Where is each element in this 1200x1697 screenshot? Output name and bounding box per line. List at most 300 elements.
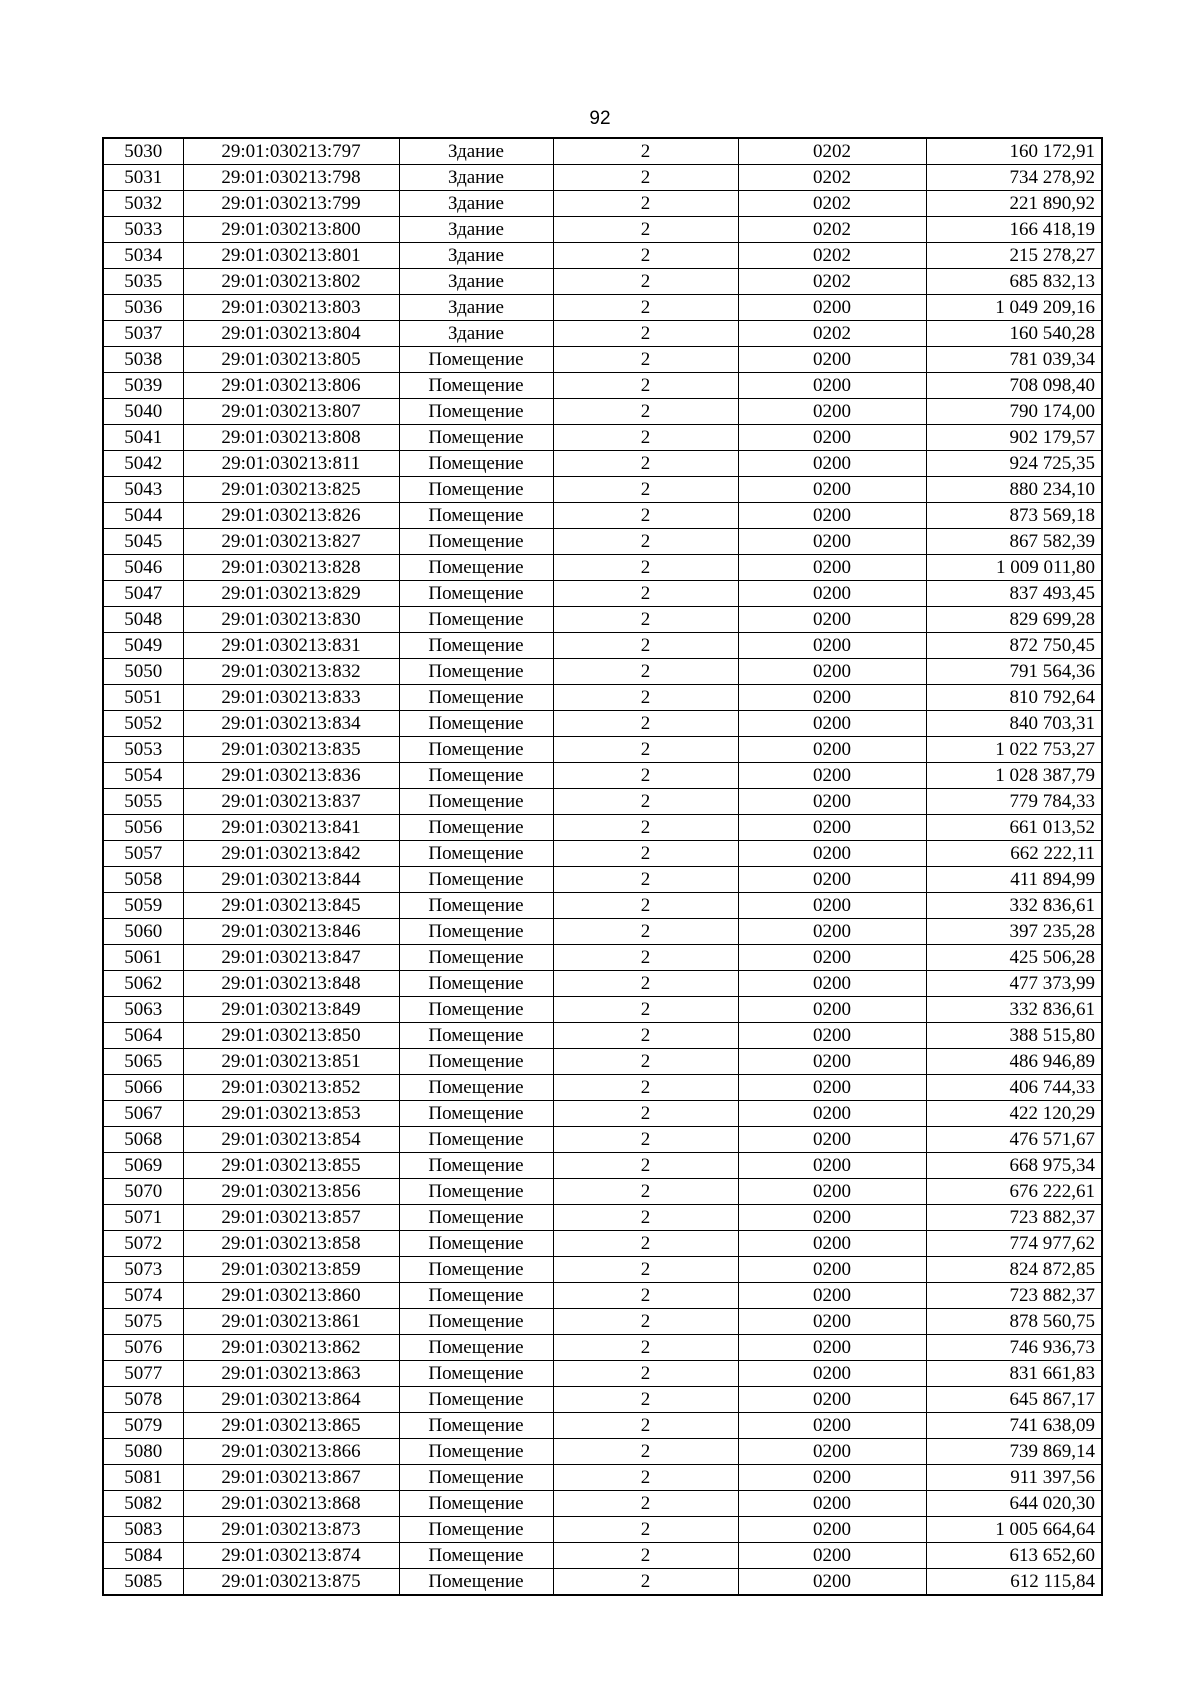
- table-row: [103, 1101, 1102, 1127]
- code-cell: 0202: [738, 243, 926, 269]
- cadastral-value-cell: 662 222,11: [926, 841, 1102, 867]
- object-type-cell: Помещение: [399, 373, 553, 399]
- group-number-cell: 2: [553, 945, 738, 971]
- cadastral-number-cell: 29:01:030213:845: [183, 893, 399, 919]
- cadastral-number-cell: 29:01:030213:865: [183, 1413, 399, 1439]
- object-type-cell: Помещение: [399, 971, 553, 997]
- row-number-cell: 5066: [103, 1075, 183, 1101]
- cadastral-value-cell: 425 506,28: [926, 945, 1102, 971]
- table-row: [103, 633, 1102, 659]
- object-type-cell: Помещение: [399, 1023, 553, 1049]
- cadastral-value-cell: 422 120,29: [926, 1101, 1102, 1127]
- table-row: [103, 373, 1102, 399]
- cadastral-number-cell: 29:01:030213:831: [183, 633, 399, 659]
- object-type-cell: Помещение: [399, 737, 553, 763]
- object-type-cell: Помещение: [399, 1543, 553, 1569]
- group-number-cell: 2: [553, 321, 738, 347]
- table-row: [103, 1439, 1102, 1465]
- code-cell: 0202: [738, 191, 926, 217]
- cadastral-number-cell: 29:01:030213:830: [183, 607, 399, 633]
- cadastral-number-cell: 29:01:030213:852: [183, 1075, 399, 1101]
- cadastral-number-cell: 29:01:030213:856: [183, 1179, 399, 1205]
- table-row: [103, 1413, 1102, 1439]
- code-cell: 0200: [738, 1335, 926, 1361]
- code-cell: 0200: [738, 867, 926, 893]
- object-type-cell: Помещение: [399, 451, 553, 477]
- object-type-cell: Помещение: [399, 1205, 553, 1231]
- cadastral-value-cell: 829 699,28: [926, 607, 1102, 633]
- cadastral-number-cell: 29:01:030213:841: [183, 815, 399, 841]
- object-type-cell: Помещение: [399, 659, 553, 685]
- table-row: [103, 1387, 1102, 1413]
- cadastral-value-cell: 739 869,14: [926, 1439, 1102, 1465]
- table-row: [103, 321, 1102, 347]
- table-row: [103, 711, 1102, 737]
- object-type-cell: Помещение: [399, 1075, 553, 1101]
- cadastral-value-cell: 734 278,92: [926, 165, 1102, 191]
- row-number-cell: 5042: [103, 451, 183, 477]
- group-number-cell: 2: [553, 1231, 738, 1257]
- row-number-cell: 5056: [103, 815, 183, 841]
- code-cell: 0200: [738, 1283, 926, 1309]
- group-number-cell: 2: [553, 503, 738, 529]
- row-number-cell: 5044: [103, 503, 183, 529]
- row-number-cell: 5047: [103, 581, 183, 607]
- code-cell: 0200: [738, 633, 926, 659]
- row-number-cell: 5059: [103, 893, 183, 919]
- group-number-cell: 2: [553, 1335, 738, 1361]
- group-number-cell: 2: [553, 919, 738, 945]
- table-row: [103, 841, 1102, 867]
- cadastral-value-cell: 872 750,45: [926, 633, 1102, 659]
- cadastral-value-cell: 867 582,39: [926, 529, 1102, 555]
- cadastral-number-cell: 29:01:030213:861: [183, 1309, 399, 1335]
- group-number-cell: 2: [553, 425, 738, 451]
- group-number-cell: 2: [553, 1257, 738, 1283]
- table-row: [103, 555, 1102, 581]
- group-number-cell: 2: [553, 815, 738, 841]
- group-number-cell: 2: [553, 1283, 738, 1309]
- code-cell: 0200: [738, 711, 926, 737]
- group-number-cell: 2: [553, 1517, 738, 1543]
- code-cell: 0200: [738, 1257, 926, 1283]
- code-cell: 0200: [738, 1543, 926, 1569]
- table-row: [103, 1023, 1102, 1049]
- row-number-cell: 5035: [103, 269, 183, 295]
- object-type-cell: Помещение: [399, 633, 553, 659]
- cadastral-number-cell: 29:01:030213:860: [183, 1283, 399, 1309]
- cadastral-number-cell: 29:01:030213:857: [183, 1205, 399, 1231]
- table-row: [103, 1569, 1102, 1596]
- group-number-cell: 2: [553, 711, 738, 737]
- object-type-cell: Помещение: [399, 555, 553, 581]
- cadastral-value-cell: 388 515,80: [926, 1023, 1102, 1049]
- row-number-cell: 5070: [103, 1179, 183, 1205]
- cadastral-number-cell: 29:01:030213:805: [183, 347, 399, 373]
- table-row: [103, 867, 1102, 893]
- table-row: [103, 1309, 1102, 1335]
- cadastral-value-cell: 781 039,34: [926, 347, 1102, 373]
- code-cell: 0200: [738, 997, 926, 1023]
- group-number-cell: 2: [553, 1465, 738, 1491]
- table-row: [103, 685, 1102, 711]
- group-number-cell: 2: [553, 1179, 738, 1205]
- row-number-cell: 5043: [103, 477, 183, 503]
- cadastral-number-cell: 29:01:030213:859: [183, 1257, 399, 1283]
- cadastral-value-cell: 221 890,92: [926, 191, 1102, 217]
- code-cell: 0202: [738, 269, 926, 295]
- group-number-cell: 2: [553, 997, 738, 1023]
- row-number-cell: 5068: [103, 1127, 183, 1153]
- cadastral-value-cell: 486 946,89: [926, 1049, 1102, 1075]
- cadastral-number-cell: 29:01:030213:807: [183, 399, 399, 425]
- code-cell: 0200: [738, 503, 926, 529]
- group-number-cell: 2: [553, 789, 738, 815]
- object-type-cell: Помещение: [399, 1335, 553, 1361]
- code-cell: 0200: [738, 347, 926, 373]
- code-cell: 0200: [738, 399, 926, 425]
- cadastral-value-cell: 774 977,62: [926, 1231, 1102, 1257]
- group-number-cell: 2: [553, 529, 738, 555]
- row-number-cell: 5032: [103, 191, 183, 217]
- cadastral-value-cell: 215 278,27: [926, 243, 1102, 269]
- cadastral-value-cell: 685 832,13: [926, 269, 1102, 295]
- cadastral-number-cell: 29:01:030213:802: [183, 269, 399, 295]
- cadastral-number-cell: 29:01:030213:833: [183, 685, 399, 711]
- cadastral-value-cell: 406 744,33: [926, 1075, 1102, 1101]
- row-number-cell: 5084: [103, 1543, 183, 1569]
- cadastral-value-cell: 661 013,52: [926, 815, 1102, 841]
- object-type-cell: Здание: [399, 191, 553, 217]
- code-cell: 0200: [738, 1465, 926, 1491]
- row-number-cell: 5073: [103, 1257, 183, 1283]
- cadastral-value-cell: 644 020,30: [926, 1491, 1102, 1517]
- table-row: [103, 165, 1102, 191]
- cadastral-number-cell: 29:01:030213:850: [183, 1023, 399, 1049]
- code-cell: 0200: [738, 555, 926, 581]
- code-cell: 0200: [738, 1205, 926, 1231]
- group-number-cell: 2: [553, 1361, 738, 1387]
- cadastral-number-cell: 29:01:030213:864: [183, 1387, 399, 1413]
- code-cell: 0200: [738, 1101, 926, 1127]
- cadastral-value-cell: 741 638,09: [926, 1413, 1102, 1439]
- table-row: [103, 451, 1102, 477]
- table-row: [103, 347, 1102, 373]
- code-cell: 0200: [738, 1023, 926, 1049]
- object-type-cell: Помещение: [399, 399, 553, 425]
- code-cell: 0200: [738, 1309, 926, 1335]
- code-cell: 0200: [738, 971, 926, 997]
- row-number-cell: 5037: [103, 321, 183, 347]
- group-number-cell: 2: [553, 1543, 738, 1569]
- table-row: [103, 737, 1102, 763]
- table-row: [103, 138, 1102, 165]
- group-number-cell: 2: [553, 1049, 738, 1075]
- row-number-cell: 5074: [103, 1283, 183, 1309]
- code-cell: 0200: [738, 763, 926, 789]
- group-number-cell: 2: [553, 1023, 738, 1049]
- row-number-cell: 5057: [103, 841, 183, 867]
- table-row: [103, 659, 1102, 685]
- code-cell: 0200: [738, 1075, 926, 1101]
- cadastral-number-cell: 29:01:030213:873: [183, 1517, 399, 1543]
- code-cell: 0200: [738, 789, 926, 815]
- object-type-cell: Помещение: [399, 1413, 553, 1439]
- cadastral-number-cell: 29:01:030213:832: [183, 659, 399, 685]
- row-number-cell: 5079: [103, 1413, 183, 1439]
- cadastral-value-cell: 1 009 011,80: [926, 555, 1102, 581]
- code-cell: 0200: [738, 529, 926, 555]
- group-number-cell: 2: [553, 685, 738, 711]
- cadastral-value-cell: 878 560,75: [926, 1309, 1102, 1335]
- code-cell: 0202: [738, 217, 926, 243]
- cadastral-value-cell: 411 894,99: [926, 867, 1102, 893]
- object-type-cell: Помещение: [399, 1049, 553, 1075]
- code-cell: 0200: [738, 1153, 926, 1179]
- object-type-cell: Помещение: [399, 503, 553, 529]
- row-number-cell: 5049: [103, 633, 183, 659]
- object-type-cell: Здание: [399, 217, 553, 243]
- cadastral-value-cell: 397 235,28: [926, 919, 1102, 945]
- cadastral-value-cell: 837 493,45: [926, 581, 1102, 607]
- cadastral-value-cell: 668 975,34: [926, 1153, 1102, 1179]
- cadastral-number-cell: 29:01:030213:862: [183, 1335, 399, 1361]
- group-number-cell: 2: [553, 1569, 738, 1596]
- group-number-cell: 2: [553, 763, 738, 789]
- code-cell: 0200: [738, 1387, 926, 1413]
- cadastral-number-cell: 29:01:030213:844: [183, 867, 399, 893]
- object-type-cell: Помещение: [399, 1361, 553, 1387]
- cadastral-value-cell: 810 792,64: [926, 685, 1102, 711]
- code-cell: 0202: [738, 165, 926, 191]
- row-number-cell: 5034: [103, 243, 183, 269]
- cadastral-number-cell: 29:01:030213:847: [183, 945, 399, 971]
- cadastral-value-cell: 779 784,33: [926, 789, 1102, 815]
- row-number-cell: 5038: [103, 347, 183, 373]
- code-cell: 0200: [738, 815, 926, 841]
- object-type-cell: Помещение: [399, 425, 553, 451]
- cadastral-value-cell: 911 397,56: [926, 1465, 1102, 1491]
- row-number-cell: 5050: [103, 659, 183, 685]
- code-cell: 0200: [738, 945, 926, 971]
- object-type-cell: Помещение: [399, 1465, 553, 1491]
- code-cell: 0200: [738, 373, 926, 399]
- cadastral-value-cell: 1 028 387,79: [926, 763, 1102, 789]
- object-type-cell: Помещение: [399, 893, 553, 919]
- cadastral-value-cell: 924 725,35: [926, 451, 1102, 477]
- row-number-cell: 5052: [103, 711, 183, 737]
- cadastral-value-cell: 723 882,37: [926, 1283, 1102, 1309]
- group-number-cell: 2: [553, 243, 738, 269]
- row-number-cell: 5076: [103, 1335, 183, 1361]
- cadastral-number-cell: 29:01:030213:806: [183, 373, 399, 399]
- table-row: [103, 1335, 1102, 1361]
- row-number-cell: 5071: [103, 1205, 183, 1231]
- code-cell: 0200: [738, 1361, 926, 1387]
- group-number-cell: 2: [553, 269, 738, 295]
- object-type-cell: Помещение: [399, 997, 553, 1023]
- row-number-cell: 5061: [103, 945, 183, 971]
- cadastral-value-cell: 840 703,31: [926, 711, 1102, 737]
- row-number-cell: 5058: [103, 867, 183, 893]
- table-row: [103, 1049, 1102, 1075]
- table-row: [103, 1517, 1102, 1543]
- group-number-cell: 2: [553, 737, 738, 763]
- cadastral-number-cell: 29:01:030213:837: [183, 789, 399, 815]
- row-number-cell: 5060: [103, 919, 183, 945]
- cadastral-value-cell: 612 115,84: [926, 1569, 1102, 1596]
- cadastral-number-cell: 29:01:030213:854: [183, 1127, 399, 1153]
- row-number-cell: 5063: [103, 997, 183, 1023]
- cadastral-value-cell: 902 179,57: [926, 425, 1102, 451]
- group-number-cell: 2: [553, 217, 738, 243]
- cadastral-value-cell: 476 571,67: [926, 1127, 1102, 1153]
- cadastral-number-cell: 29:01:030213:858: [183, 1231, 399, 1257]
- code-cell: 0200: [738, 685, 926, 711]
- table-row: [103, 1205, 1102, 1231]
- page-number: 92: [589, 108, 611, 129]
- group-number-cell: 2: [553, 451, 738, 477]
- cadastral-value-cell: 723 882,37: [926, 1205, 1102, 1231]
- group-number-cell: 2: [553, 373, 738, 399]
- group-number-cell: 2: [553, 581, 738, 607]
- group-number-cell: 2: [553, 1205, 738, 1231]
- code-cell: 0200: [738, 1491, 926, 1517]
- table-row: [103, 971, 1102, 997]
- cadastral-number-cell: 29:01:030213:874: [183, 1543, 399, 1569]
- row-number-cell: 5033: [103, 217, 183, 243]
- cadastral-value-cell: 708 098,40: [926, 373, 1102, 399]
- cadastral-value-cell: 791 564,36: [926, 659, 1102, 685]
- cadastral-number-cell: 29:01:030213:875: [183, 1569, 399, 1596]
- cadastral-number-cell: 29:01:030213:863: [183, 1361, 399, 1387]
- cadastral-number-cell: 29:01:030213:846: [183, 919, 399, 945]
- group-number-cell: 2: [553, 1387, 738, 1413]
- group-number-cell: 2: [553, 477, 738, 503]
- object-type-cell: Помещение: [399, 1387, 553, 1413]
- group-number-cell: 2: [553, 1075, 738, 1101]
- row-number-cell: 5030: [103, 138, 183, 165]
- cadastral-number-cell: 29:01:030213:868: [183, 1491, 399, 1517]
- cadastral-value-cell: 676 222,61: [926, 1179, 1102, 1205]
- row-number-cell: 5051: [103, 685, 183, 711]
- group-number-cell: 2: [553, 867, 738, 893]
- cadastral-number-cell: 29:01:030213:799: [183, 191, 399, 217]
- row-number-cell: 5046: [103, 555, 183, 581]
- cadastral-number-cell: 29:01:030213:867: [183, 1465, 399, 1491]
- table-row: [103, 893, 1102, 919]
- group-number-cell: 2: [553, 1127, 738, 1153]
- table-row: [103, 1179, 1102, 1205]
- registry-table: [102, 137, 1103, 1596]
- table-row: [103, 789, 1102, 815]
- cadastral-number-cell: 29:01:030213:848: [183, 971, 399, 997]
- object-type-cell: Помещение: [399, 919, 553, 945]
- object-type-cell: Помещение: [399, 1101, 553, 1127]
- object-type-cell: Помещение: [399, 685, 553, 711]
- table-row: [103, 945, 1102, 971]
- code-cell: 0200: [738, 295, 926, 321]
- object-type-cell: Здание: [399, 269, 553, 295]
- registry-table-body: [103, 138, 1102, 1595]
- table-row: [103, 607, 1102, 633]
- cadastral-number-cell: 29:01:030213:801: [183, 243, 399, 269]
- group-number-cell: 2: [553, 1439, 738, 1465]
- object-type-cell: Помещение: [399, 815, 553, 841]
- object-type-cell: Здание: [399, 295, 553, 321]
- table-row: [103, 1361, 1102, 1387]
- group-number-cell: 2: [553, 1309, 738, 1335]
- table-row: [103, 1465, 1102, 1491]
- group-number-cell: 2: [553, 841, 738, 867]
- row-number-cell: 5036: [103, 295, 183, 321]
- row-number-cell: 5062: [103, 971, 183, 997]
- code-cell: 0200: [738, 919, 926, 945]
- table-row: [103, 919, 1102, 945]
- row-number-cell: 5069: [103, 1153, 183, 1179]
- object-type-cell: Помещение: [399, 1231, 553, 1257]
- group-number-cell: 2: [553, 347, 738, 373]
- object-type-cell: Помещение: [399, 945, 553, 971]
- table-row: [103, 477, 1102, 503]
- object-type-cell: Помещение: [399, 1127, 553, 1153]
- row-number-cell: 5077: [103, 1361, 183, 1387]
- cadastral-value-cell: 746 936,73: [926, 1335, 1102, 1361]
- object-type-cell: Здание: [399, 321, 553, 347]
- code-cell: 0200: [738, 659, 926, 685]
- cadastral-number-cell: 29:01:030213:866: [183, 1439, 399, 1465]
- row-number-cell: 5041: [103, 425, 183, 451]
- cadastral-number-cell: 29:01:030213:798: [183, 165, 399, 191]
- code-cell: 0200: [738, 737, 926, 763]
- row-number-cell: 5055: [103, 789, 183, 815]
- cadastral-value-cell: 613 652,60: [926, 1543, 1102, 1569]
- code-cell: 0200: [738, 893, 926, 919]
- group-number-cell: 2: [553, 555, 738, 581]
- row-number-cell: 5064: [103, 1023, 183, 1049]
- code-cell: 0200: [738, 1517, 926, 1543]
- row-number-cell: 5031: [103, 165, 183, 191]
- object-type-cell: Помещение: [399, 347, 553, 373]
- row-number-cell: 5082: [103, 1491, 183, 1517]
- cadastral-number-cell: 29:01:030213:797: [183, 138, 399, 165]
- code-cell: 0202: [738, 138, 926, 165]
- cadastral-number-cell: 29:01:030213:826: [183, 503, 399, 529]
- row-number-cell: 5081: [103, 1465, 183, 1491]
- object-type-cell: Помещение: [399, 1517, 553, 1543]
- cadastral-number-cell: 29:01:030213:835: [183, 737, 399, 763]
- table-row: [103, 997, 1102, 1023]
- table-row: [103, 815, 1102, 841]
- group-number-cell: 2: [553, 607, 738, 633]
- object-type-cell: Помещение: [399, 1283, 553, 1309]
- cadastral-number-cell: 29:01:030213:828: [183, 555, 399, 581]
- cadastral-number-cell: 29:01:030213:825: [183, 477, 399, 503]
- table-row: [103, 399, 1102, 425]
- object-type-cell: Помещение: [399, 1569, 553, 1596]
- cadastral-value-cell: 880 234,10: [926, 477, 1102, 503]
- table-row: [103, 243, 1102, 269]
- code-cell: 0200: [738, 1439, 926, 1465]
- table-row: [103, 1075, 1102, 1101]
- row-number-cell: 5080: [103, 1439, 183, 1465]
- table-row: [103, 1257, 1102, 1283]
- code-cell: 0200: [738, 451, 926, 477]
- cadastral-value-cell: 1 049 209,16: [926, 295, 1102, 321]
- cadastral-value-cell: 1 022 753,27: [926, 737, 1102, 763]
- object-type-cell: Помещение: [399, 1309, 553, 1335]
- table-row: [103, 217, 1102, 243]
